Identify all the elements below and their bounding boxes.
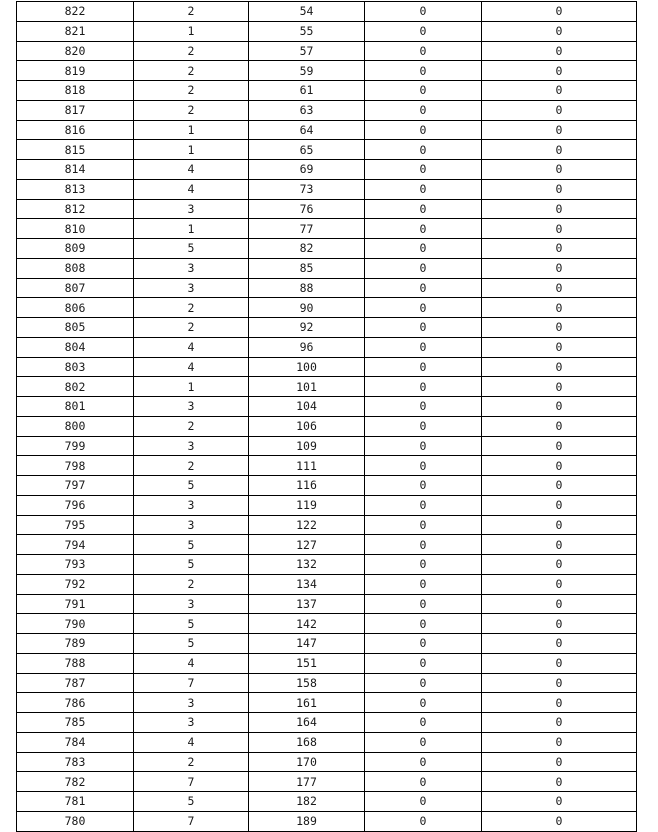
column-5-cell: 0 bbox=[482, 476, 637, 496]
table-row bbox=[17, 239, 637, 259]
count-cell: 7 bbox=[134, 772, 249, 792]
cumulative-count-cell: 164 bbox=[249, 713, 365, 733]
column-5-cell: 0 bbox=[482, 673, 637, 693]
column-4-cell: 0 bbox=[365, 61, 482, 81]
count-cell: 2 bbox=[134, 100, 249, 120]
cumulative-count-cell: 158 bbox=[249, 673, 365, 693]
column-4-cell: 0 bbox=[365, 2, 482, 22]
count-cell: 7 bbox=[134, 811, 249, 831]
score-cell: 793 bbox=[17, 555, 134, 575]
column-5-cell: 0 bbox=[482, 792, 637, 812]
column-5-cell: 0 bbox=[482, 732, 637, 752]
count-cell: 5 bbox=[134, 634, 249, 654]
column-4-cell: 0 bbox=[365, 179, 482, 199]
score-cell: 805 bbox=[17, 318, 134, 338]
column-5-cell: 0 bbox=[482, 239, 637, 259]
table-row bbox=[17, 614, 637, 634]
table-row bbox=[17, 456, 637, 476]
column-5-cell: 0 bbox=[482, 337, 637, 357]
score-cell: 783 bbox=[17, 752, 134, 772]
score-cell: 814 bbox=[17, 160, 134, 180]
score-cell: 786 bbox=[17, 693, 134, 713]
count-cell: 2 bbox=[134, 318, 249, 338]
column-5-cell: 0 bbox=[482, 555, 637, 575]
cumulative-count-cell: 109 bbox=[249, 436, 365, 456]
table-row bbox=[17, 811, 637, 831]
count-cell: 2 bbox=[134, 2, 249, 22]
score-cell: 806 bbox=[17, 298, 134, 318]
table-row bbox=[17, 258, 637, 278]
count-cell: 2 bbox=[134, 298, 249, 318]
table-row bbox=[17, 693, 637, 713]
score-cell: 788 bbox=[17, 653, 134, 673]
column-5-cell: 0 bbox=[482, 713, 637, 733]
score-cell: 812 bbox=[17, 199, 134, 219]
cumulative-count-cell: 116 bbox=[249, 476, 365, 496]
count-cell: 2 bbox=[134, 456, 249, 476]
count-cell: 1 bbox=[134, 140, 249, 160]
count-cell: 5 bbox=[134, 792, 249, 812]
column-4-cell: 0 bbox=[365, 653, 482, 673]
table-row bbox=[17, 337, 637, 357]
score-cell: 822 bbox=[17, 2, 134, 22]
count-cell: 4 bbox=[134, 337, 249, 357]
score-cell: 796 bbox=[17, 495, 134, 515]
table-row bbox=[17, 397, 637, 417]
count-cell: 1 bbox=[134, 219, 249, 239]
cumulative-count-cell: 64 bbox=[249, 120, 365, 140]
column-5-cell: 0 bbox=[482, 456, 637, 476]
count-cell: 7 bbox=[134, 673, 249, 693]
cumulative-count-cell: 189 bbox=[249, 811, 365, 831]
table-row bbox=[17, 377, 637, 397]
cumulative-count-cell: 104 bbox=[249, 397, 365, 417]
cumulative-count-cell: 100 bbox=[249, 357, 365, 377]
column-5-cell: 0 bbox=[482, 574, 637, 594]
column-5-cell: 0 bbox=[482, 41, 637, 61]
column-4-cell: 0 bbox=[365, 515, 482, 535]
table-row bbox=[17, 140, 637, 160]
count-cell: 3 bbox=[134, 515, 249, 535]
score-cell: 818 bbox=[17, 81, 134, 101]
table-row bbox=[17, 278, 637, 298]
score-cell: 794 bbox=[17, 535, 134, 555]
table-row bbox=[17, 100, 637, 120]
count-cell: 3 bbox=[134, 693, 249, 713]
column-4-cell: 0 bbox=[365, 752, 482, 772]
table-row bbox=[17, 160, 637, 180]
score-cell: 795 bbox=[17, 515, 134, 535]
table-row bbox=[17, 792, 637, 812]
score-cell: 815 bbox=[17, 140, 134, 160]
column-4-cell: 0 bbox=[365, 535, 482, 555]
score-cell: 790 bbox=[17, 614, 134, 634]
cumulative-count-cell: 132 bbox=[249, 555, 365, 575]
column-4-cell: 0 bbox=[365, 614, 482, 634]
table-row bbox=[17, 298, 637, 318]
cumulative-count-cell: 134 bbox=[249, 574, 365, 594]
score-cell: 817 bbox=[17, 100, 134, 120]
score-cell: 819 bbox=[17, 61, 134, 81]
count-cell: 1 bbox=[134, 120, 249, 140]
table-row bbox=[17, 713, 637, 733]
column-5-cell: 0 bbox=[482, 515, 637, 535]
score-cell: 789 bbox=[17, 634, 134, 654]
column-4-cell: 0 bbox=[365, 160, 482, 180]
cumulative-count-cell: 177 bbox=[249, 772, 365, 792]
column-5-cell: 0 bbox=[482, 594, 637, 614]
score-cell: 798 bbox=[17, 456, 134, 476]
score-cell: 782 bbox=[17, 772, 134, 792]
count-cell: 2 bbox=[134, 41, 249, 61]
cumulative-count-cell: 76 bbox=[249, 199, 365, 219]
table-row bbox=[17, 120, 637, 140]
column-4-cell: 0 bbox=[365, 278, 482, 298]
cumulative-count-cell: 151 bbox=[249, 653, 365, 673]
column-5-cell: 0 bbox=[482, 357, 637, 377]
table-row bbox=[17, 772, 637, 792]
column-5-cell: 0 bbox=[482, 120, 637, 140]
column-5-cell: 0 bbox=[482, 61, 637, 81]
column-5-cell: 0 bbox=[482, 634, 637, 654]
table-row bbox=[17, 436, 637, 456]
column-4-cell: 0 bbox=[365, 693, 482, 713]
count-cell: 3 bbox=[134, 495, 249, 515]
column-5-cell: 0 bbox=[482, 179, 637, 199]
column-5-cell: 0 bbox=[482, 21, 637, 41]
column-4-cell: 0 bbox=[365, 41, 482, 61]
count-cell: 5 bbox=[134, 535, 249, 555]
cumulative-count-cell: 111 bbox=[249, 456, 365, 476]
score-cell: 820 bbox=[17, 41, 134, 61]
column-5-cell: 0 bbox=[482, 81, 637, 101]
count-cell: 5 bbox=[134, 239, 249, 259]
count-cell: 4 bbox=[134, 653, 249, 673]
count-cell: 3 bbox=[134, 199, 249, 219]
count-cell: 3 bbox=[134, 436, 249, 456]
count-cell: 2 bbox=[134, 416, 249, 436]
column-4-cell: 0 bbox=[365, 555, 482, 575]
count-cell: 4 bbox=[134, 179, 249, 199]
column-4-cell: 0 bbox=[365, 594, 482, 614]
score-cell: 785 bbox=[17, 713, 134, 733]
column-4-cell: 0 bbox=[365, 337, 482, 357]
score-cell: 792 bbox=[17, 574, 134, 594]
table-row bbox=[17, 732, 637, 752]
cumulative-count-cell: 57 bbox=[249, 41, 365, 61]
cumulative-count-cell: 59 bbox=[249, 61, 365, 81]
cumulative-count-cell: 73 bbox=[249, 179, 365, 199]
table-row bbox=[17, 318, 637, 338]
table-row bbox=[17, 41, 637, 61]
column-4-cell: 0 bbox=[365, 377, 482, 397]
score-cell: 808 bbox=[17, 258, 134, 278]
table-row bbox=[17, 219, 637, 239]
cumulative-count-cell: 55 bbox=[249, 21, 365, 41]
column-5-cell: 0 bbox=[482, 397, 637, 417]
cumulative-count-cell: 101 bbox=[249, 377, 365, 397]
column-4-cell: 0 bbox=[365, 120, 482, 140]
score-cell: 787 bbox=[17, 673, 134, 693]
count-cell: 1 bbox=[134, 21, 249, 41]
column-4-cell: 0 bbox=[365, 397, 482, 417]
column-5-cell: 0 bbox=[482, 2, 637, 22]
column-4-cell: 0 bbox=[365, 476, 482, 496]
score-cell: 784 bbox=[17, 732, 134, 752]
score-table-body bbox=[17, 2, 637, 832]
table-row bbox=[17, 199, 637, 219]
column-4-cell: 0 bbox=[365, 495, 482, 515]
column-4-cell: 0 bbox=[365, 298, 482, 318]
score-cell: 809 bbox=[17, 239, 134, 259]
count-cell: 5 bbox=[134, 555, 249, 575]
score-cell: 803 bbox=[17, 357, 134, 377]
cumulative-count-cell: 106 bbox=[249, 416, 365, 436]
column-5-cell: 0 bbox=[482, 318, 637, 338]
column-5-cell: 0 bbox=[482, 298, 637, 318]
cumulative-count-cell: 65 bbox=[249, 140, 365, 160]
column-5-cell: 0 bbox=[482, 140, 637, 160]
column-5-cell: 0 bbox=[482, 377, 637, 397]
column-4-cell: 0 bbox=[365, 21, 482, 41]
column-4-cell: 0 bbox=[365, 436, 482, 456]
column-5-cell: 0 bbox=[482, 811, 637, 831]
count-cell: 5 bbox=[134, 614, 249, 634]
column-5-cell: 0 bbox=[482, 278, 637, 298]
cumulative-count-cell: 92 bbox=[249, 318, 365, 338]
count-cell: 3 bbox=[134, 594, 249, 614]
cumulative-count-cell: 147 bbox=[249, 634, 365, 654]
count-cell: 1 bbox=[134, 377, 249, 397]
column-4-cell: 0 bbox=[365, 219, 482, 239]
cumulative-count-cell: 90 bbox=[249, 298, 365, 318]
cumulative-count-cell: 77 bbox=[249, 219, 365, 239]
table-row bbox=[17, 61, 637, 81]
score-cell: 799 bbox=[17, 436, 134, 456]
column-5-cell: 0 bbox=[482, 416, 637, 436]
column-5-cell: 0 bbox=[482, 772, 637, 792]
cumulative-count-cell: 96 bbox=[249, 337, 365, 357]
table-row bbox=[17, 416, 637, 436]
column-5-cell: 0 bbox=[482, 653, 637, 673]
cumulative-count-cell: 137 bbox=[249, 594, 365, 614]
column-4-cell: 0 bbox=[365, 100, 482, 120]
table-row bbox=[17, 179, 637, 199]
count-cell: 4 bbox=[134, 357, 249, 377]
cumulative-count-cell: 142 bbox=[249, 614, 365, 634]
score-cell: 802 bbox=[17, 377, 134, 397]
column-4-cell: 0 bbox=[365, 574, 482, 594]
column-4-cell: 0 bbox=[365, 713, 482, 733]
table-row bbox=[17, 752, 637, 772]
cumulative-count-cell: 161 bbox=[249, 693, 365, 713]
score-cell: 801 bbox=[17, 397, 134, 417]
cumulative-count-cell: 122 bbox=[249, 515, 365, 535]
table-row bbox=[17, 21, 637, 41]
table-row bbox=[17, 594, 637, 614]
cumulative-count-cell: 182 bbox=[249, 792, 365, 812]
count-cell: 3 bbox=[134, 258, 249, 278]
score-cell: 780 bbox=[17, 811, 134, 831]
cumulative-count-cell: 127 bbox=[249, 535, 365, 555]
column-4-cell: 0 bbox=[365, 456, 482, 476]
score-cell: 810 bbox=[17, 219, 134, 239]
column-4-cell: 0 bbox=[365, 811, 482, 831]
column-5-cell: 0 bbox=[482, 258, 637, 278]
column-4-cell: 0 bbox=[365, 81, 482, 101]
column-5-cell: 0 bbox=[482, 752, 637, 772]
column-4-cell: 0 bbox=[365, 239, 482, 259]
cumulative-count-cell: 88 bbox=[249, 278, 365, 298]
count-cell: 2 bbox=[134, 752, 249, 772]
count-cell: 3 bbox=[134, 278, 249, 298]
count-cell: 2 bbox=[134, 574, 249, 594]
column-5-cell: 0 bbox=[482, 219, 637, 239]
column-5-cell: 0 bbox=[482, 160, 637, 180]
column-4-cell: 0 bbox=[365, 199, 482, 219]
score-cell: 781 bbox=[17, 792, 134, 812]
column-4-cell: 0 bbox=[365, 792, 482, 812]
column-5-cell: 0 bbox=[482, 693, 637, 713]
cumulative-count-cell: 63 bbox=[249, 100, 365, 120]
column-5-cell: 0 bbox=[482, 436, 637, 456]
column-5-cell: 0 bbox=[482, 614, 637, 634]
cumulative-count-cell: 85 bbox=[249, 258, 365, 278]
score-cell: 791 bbox=[17, 594, 134, 614]
count-cell: 3 bbox=[134, 397, 249, 417]
table-row bbox=[17, 574, 637, 594]
table-row bbox=[17, 634, 637, 654]
cumulative-count-cell: 119 bbox=[249, 495, 365, 515]
cumulative-count-cell: 170 bbox=[249, 752, 365, 772]
table-row bbox=[17, 673, 637, 693]
column-4-cell: 0 bbox=[365, 416, 482, 436]
column-4-cell: 0 bbox=[365, 772, 482, 792]
column-5-cell: 0 bbox=[482, 199, 637, 219]
table-row bbox=[17, 555, 637, 575]
column-4-cell: 0 bbox=[365, 140, 482, 160]
count-cell: 5 bbox=[134, 476, 249, 496]
column-4-cell: 0 bbox=[365, 673, 482, 693]
column-5-cell: 0 bbox=[482, 535, 637, 555]
cumulative-count-cell: 61 bbox=[249, 81, 365, 101]
count-cell: 2 bbox=[134, 81, 249, 101]
table-row bbox=[17, 515, 637, 535]
score-cell: 804 bbox=[17, 337, 134, 357]
count-cell: 4 bbox=[134, 160, 249, 180]
column-4-cell: 0 bbox=[365, 318, 482, 338]
table-row bbox=[17, 535, 637, 555]
column-4-cell: 0 bbox=[365, 258, 482, 278]
column-4-cell: 0 bbox=[365, 634, 482, 654]
score-cell: 813 bbox=[17, 179, 134, 199]
column-5-cell: 0 bbox=[482, 100, 637, 120]
table-row bbox=[17, 495, 637, 515]
score-cell: 816 bbox=[17, 120, 134, 140]
column-5-cell: 0 bbox=[482, 495, 637, 515]
cumulative-count-cell: 82 bbox=[249, 239, 365, 259]
table-row bbox=[17, 2, 637, 22]
score-cell: 807 bbox=[17, 278, 134, 298]
score-cell: 821 bbox=[17, 21, 134, 41]
score-cell: 797 bbox=[17, 476, 134, 496]
table-row bbox=[17, 81, 637, 101]
score-table bbox=[16, 1, 637, 832]
table-row bbox=[17, 357, 637, 377]
score-cell: 800 bbox=[17, 416, 134, 436]
cumulative-count-cell: 54 bbox=[249, 2, 365, 22]
column-4-cell: 0 bbox=[365, 357, 482, 377]
table-row bbox=[17, 653, 637, 673]
count-cell: 4 bbox=[134, 732, 249, 752]
count-cell: 2 bbox=[134, 61, 249, 81]
count-cell: 3 bbox=[134, 713, 249, 733]
cumulative-count-cell: 168 bbox=[249, 732, 365, 752]
cumulative-count-cell: 69 bbox=[249, 160, 365, 180]
column-4-cell: 0 bbox=[365, 732, 482, 752]
table-row bbox=[17, 476, 637, 496]
